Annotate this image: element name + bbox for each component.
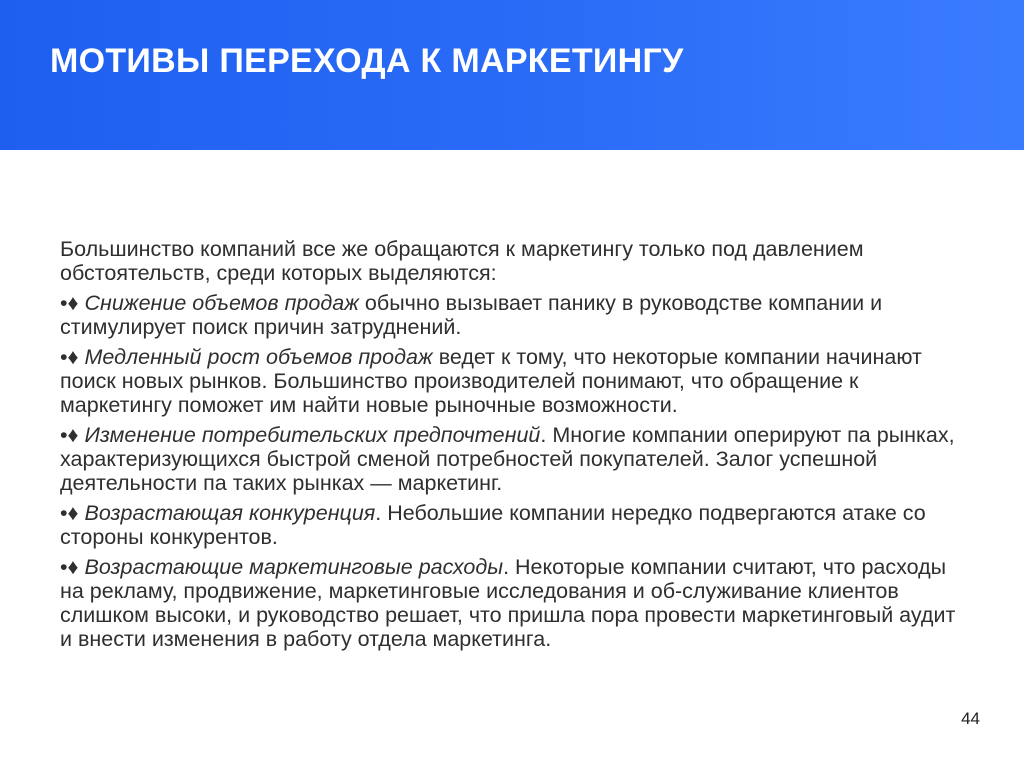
bullet-text: ведет к тому, что некоторые компании начинают поиск новых рынков. Большинство производителей понимают, что обращение к маркетингу поможет им найти новые рыночные возможности. xyxy=(60,345,922,417)
bullet-lead: Снижение объемов продаж xyxy=(84,291,359,315)
slide-title: МОТИВЫ ПЕРЕХОДА К МАРКЕТИНГУ xyxy=(50,42,684,80)
bullet-lead: Возрастающая конкуренция xyxy=(84,501,376,525)
bullet-item xyxy=(60,501,970,549)
diamond-bullet-icon: •♦ xyxy=(60,345,85,369)
bullet-text: . Некоторые компании считают, что расходы на рекламу, продвижение, маркетинговые исследования и об-служивание клиентов слишком высоки, и руководство решает, что пришла пора провести маркетинговый аудит и внести изменения в работу отдела маркетинга. xyxy=(60,555,956,651)
bullet-item xyxy=(60,423,970,495)
bullet-lead: Возрастающие маркетинговые расходы xyxy=(84,555,504,579)
intro-paragraph: Большинство компаний все же обращаются к маркетингу только под давлением обстоятельств, среди которых выделяются: xyxy=(60,237,864,285)
title-banner xyxy=(0,0,1024,150)
bullet-item xyxy=(60,345,970,417)
page-number: 44 xyxy=(961,709,980,728)
diamond-bullet-icon: •♦ xyxy=(60,423,85,447)
diamond-bullet-icon: •♦ xyxy=(60,501,85,525)
bullet-lead: Медленный рост объемов продаж xyxy=(84,345,433,369)
bullet-lead: Изменение потребительских предпочтений xyxy=(84,423,541,447)
bullet-item xyxy=(60,555,970,651)
bullet-text: . Многие компании оперируют па рынках, характеризующихся быстрой сменой потребностей покупателей. Залог успешной деятельности па таких рынках — маркетинг. xyxy=(60,423,955,495)
bullet-text: . Небольшие компании нередко подвергаются атаке со стороны конкурентов. xyxy=(60,501,926,549)
slide-content xyxy=(60,237,970,657)
diamond-bullet-icon: •♦ xyxy=(60,555,85,579)
bullet-item xyxy=(60,291,970,339)
bullet-text: обычно вызывает панику в руководстве компании и стимулирует поиск причин затруднений. xyxy=(60,291,883,339)
diamond-bullet-icon: •♦ xyxy=(60,291,85,315)
